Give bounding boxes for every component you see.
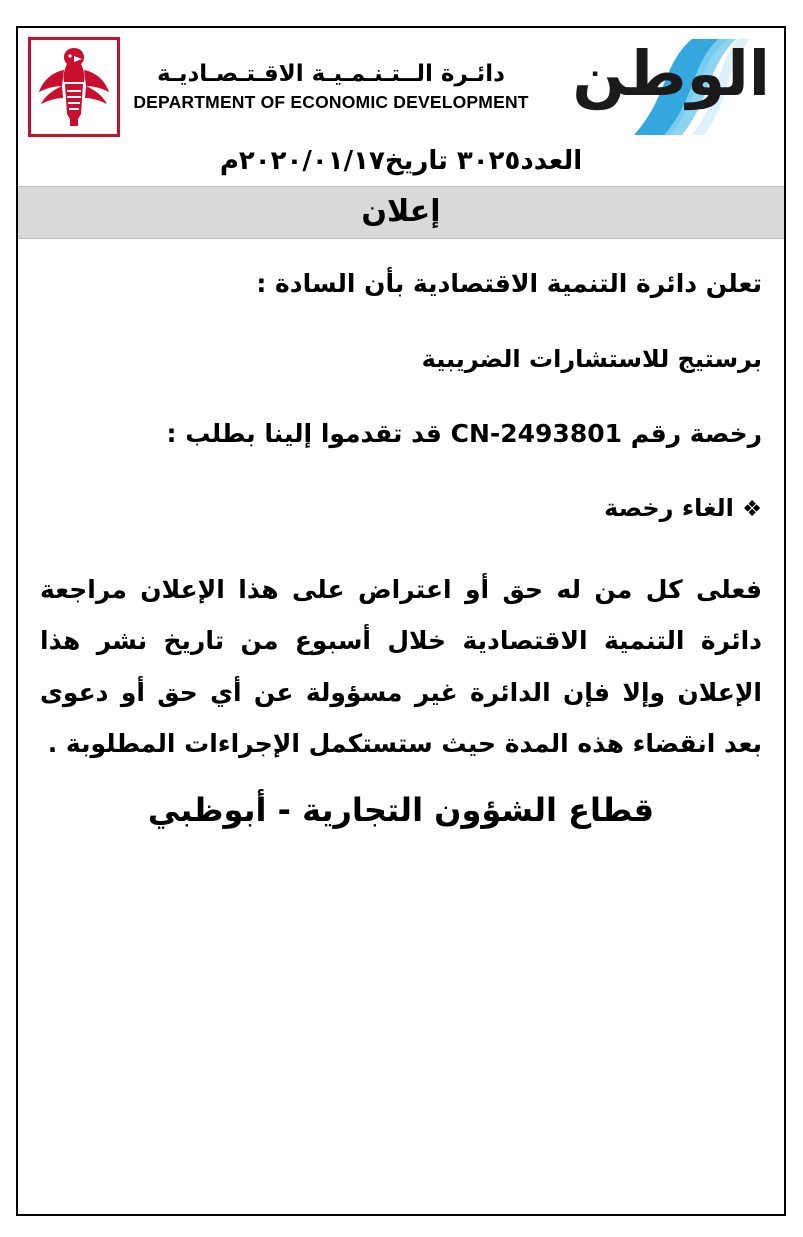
- announcement-title: إعلان: [18, 186, 784, 239]
- intro-paragraph: تعلن دائرة التنمية الاقتصادية بأن السادة :: [256, 269, 762, 298]
- diamond-bullet-icon: ❖: [742, 497, 762, 522]
- department-name-ar: دائـرة الــتـنـمـيـة الاقـتـصـاديـة: [157, 61, 505, 88]
- request-line: [40, 490, 762, 526]
- advertisement-frame: [16, 26, 786, 1216]
- newspaper-brand-ar: الوطن: [572, 39, 770, 110]
- issue-date-line: العدد٣٠٢٥ تاريخ٢٠٢٠/٠١/١٧م: [219, 146, 583, 176]
- issuer-signature: قطاع الشؤون التجارية - أبوظبي: [147, 791, 655, 829]
- department-name-block: [120, 61, 542, 112]
- newspaper-masthead: [542, 39, 774, 135]
- department-name-en: DEPARTMENT OF ECONOMIC DEVELOPMENT: [133, 91, 529, 112]
- legal-notice-paragraph: فعلى كل من له حق أو اعتراض على هذا الإعلان مراجعة دائرة التنمية الاقتصادية خلال أسبوع من تاريخ نشر هذا الإعلان وإلا فإن الدائرة غير مسؤولة عن أي حق أو دعوى بعد انقضاء هذه المدة حيث ستستكمل الإجراءات المطلوبة .: [40, 575, 762, 758]
- company-name: برستيج للاستشارات الضريبية: [421, 344, 762, 373]
- license-line: رخصة رقم CN-2493801 قد تقدموا إلينا بطلب :: [166, 418, 762, 448]
- falcon-emblem-icon: [28, 37, 120, 137]
- request-text: الغاء رخصة: [604, 494, 734, 522]
- document-header: [18, 28, 784, 140]
- announcement-body: [18, 239, 784, 829]
